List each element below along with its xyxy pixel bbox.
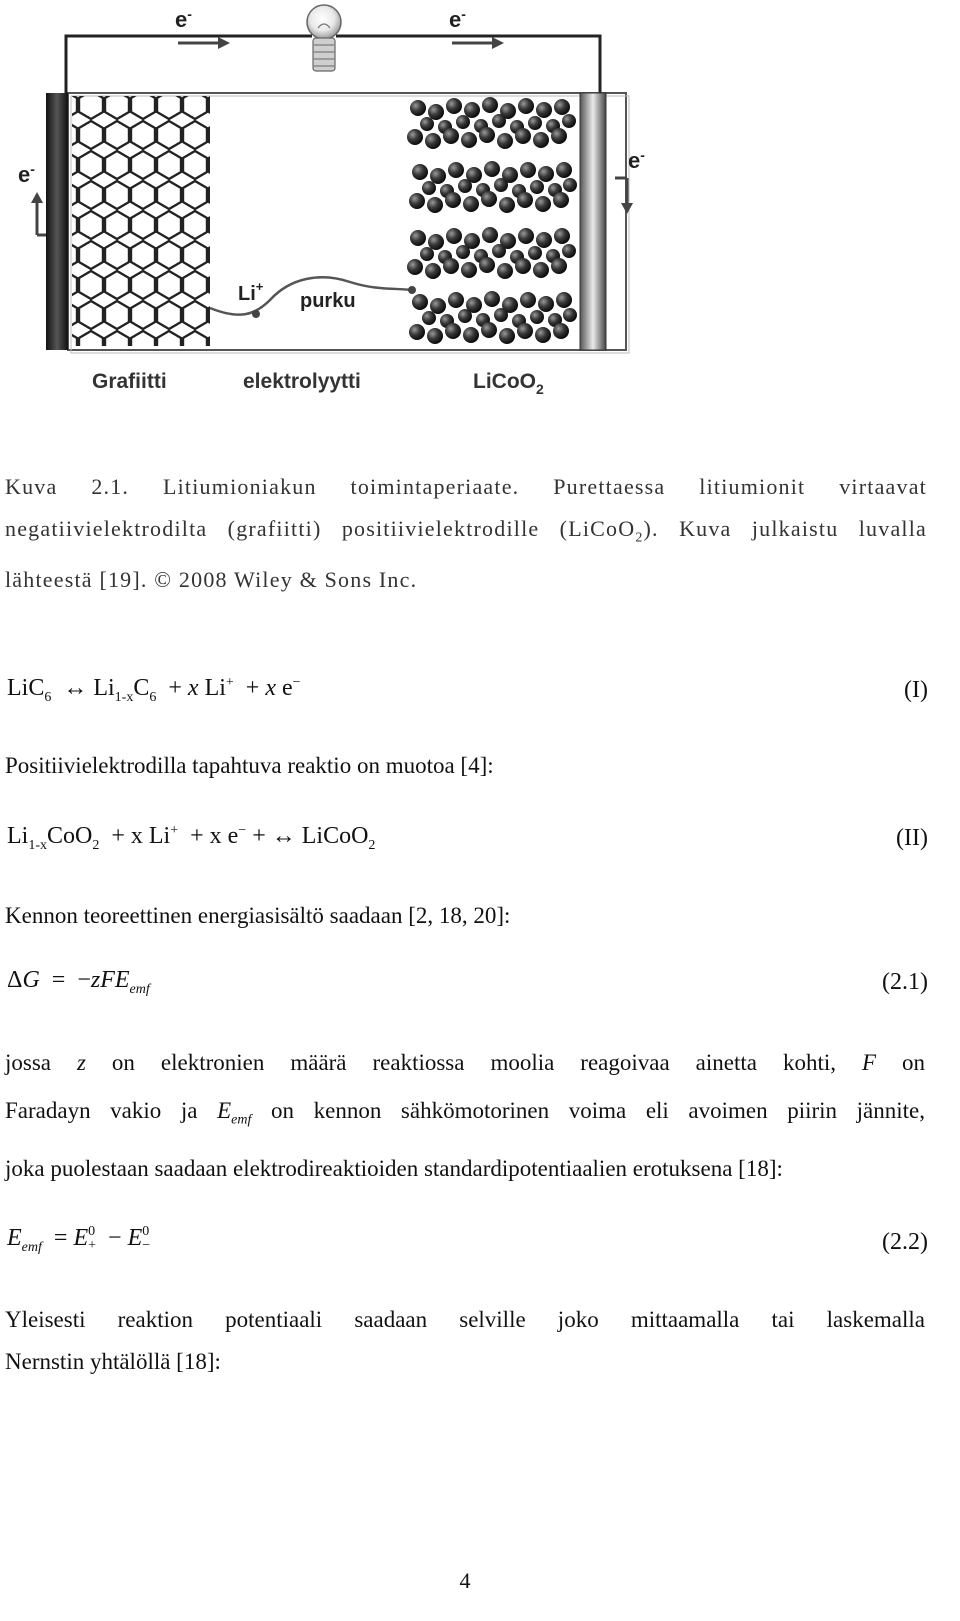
label-electrolyte: elektrolyytti — [243, 370, 361, 393]
equation-1: LiC$_6$ ↔ $Li_{1-x}C_6 + x$ Li+ + x e− — [7, 675, 301, 705]
equation-2-1: ΔG = −zFE$_{emf}$ — [7, 967, 150, 997]
lithium-ion-label: Li — [238, 283, 256, 305]
svg-text:e-: e- — [449, 6, 466, 32]
svg-text:Li+: Li+ — [238, 279, 264, 305]
equation-2-number: (II) — [896, 825, 928, 851]
electron-flow-top-left — [175, 6, 230, 49]
discharge-label: purku — [300, 290, 356, 312]
paragraph-positive-reaction: Positiivielektrodilla tapahtuva reaktio on muotoa [4]: — [5, 753, 494, 778]
paragraph-energy-content: Kennon teoreettinen energiasisältö saadaan [2, 18, 20]: — [5, 903, 511, 928]
label-licoo2: LiCoO$_2$ — [473, 370, 544, 397]
definitions-line-3: joka puolestaan saadaan elektrodireaktioiden standardipotentiaalien erotuksena [18]: — [5, 1155, 783, 1181]
electron-flow-left — [18, 161, 48, 235]
equation-1-number: (I) — [904, 677, 928, 703]
definitions-line-1: jossa z on elektronien määrä reaktiossa moolia reagoivaa ainetta kohti, F on — [5, 1050, 926, 1075]
nernst-line-2: Nernstin yhtälöllä [18]: — [5, 1349, 221, 1374]
electron-flow-top-right — [449, 6, 504, 49]
svg-text:e-: e- — [175, 6, 192, 32]
paragraph-nernst — [5, 1299, 925, 1383]
nernst-line-1: Yleisesti reaktion potentiaali saadaan selville joko mittaamalla tai laskemalla — [5, 1307, 925, 1332]
equation-2-2-number: (2.2) — [882, 1229, 928, 1255]
equation-2-1-number: (2.1) — [882, 969, 928, 995]
paragraph-definitions — [5, 1042, 925, 1190]
positive-electrode — [580, 93, 606, 350]
label-graphite: Grafiitti — [92, 370, 167, 393]
light-bulb-icon — [307, 5, 341, 71]
page-number: 4 — [459, 1568, 471, 1593]
battery-diagram — [0, 0, 960, 430]
equation-2: $Li_{1-x}CoO_2 + x$ Li+ + x e− + ↔ LiCoO$_2$ — [7, 823, 376, 853]
figure-caption: Kuva 2.1. Litiumioniakun toimintaperiaate. Purettaessa litiumionit virtaavat negatiivielektrodilta (grafiitti) positiivielektrodille (LiCoO$_2$). Kuva julkaistu luvalla lähteestä [19]. © 2008 Wiley & Sons Inc. — [5, 474, 928, 593]
negative-electrode — [46, 93, 68, 350]
svg-text:e-: e- — [18, 161, 35, 187]
definitions-line-2: Faradayn vakio ja $E_{emf}$ on kennon sähkömotorinen voima eli avoimen piirin jännite, — [5, 1098, 926, 1128]
svg-text:e-: e- — [628, 147, 645, 173]
equation-2-2: $E_{emf} = E$ 0 + − E 0 − — [7, 1224, 151, 1255]
